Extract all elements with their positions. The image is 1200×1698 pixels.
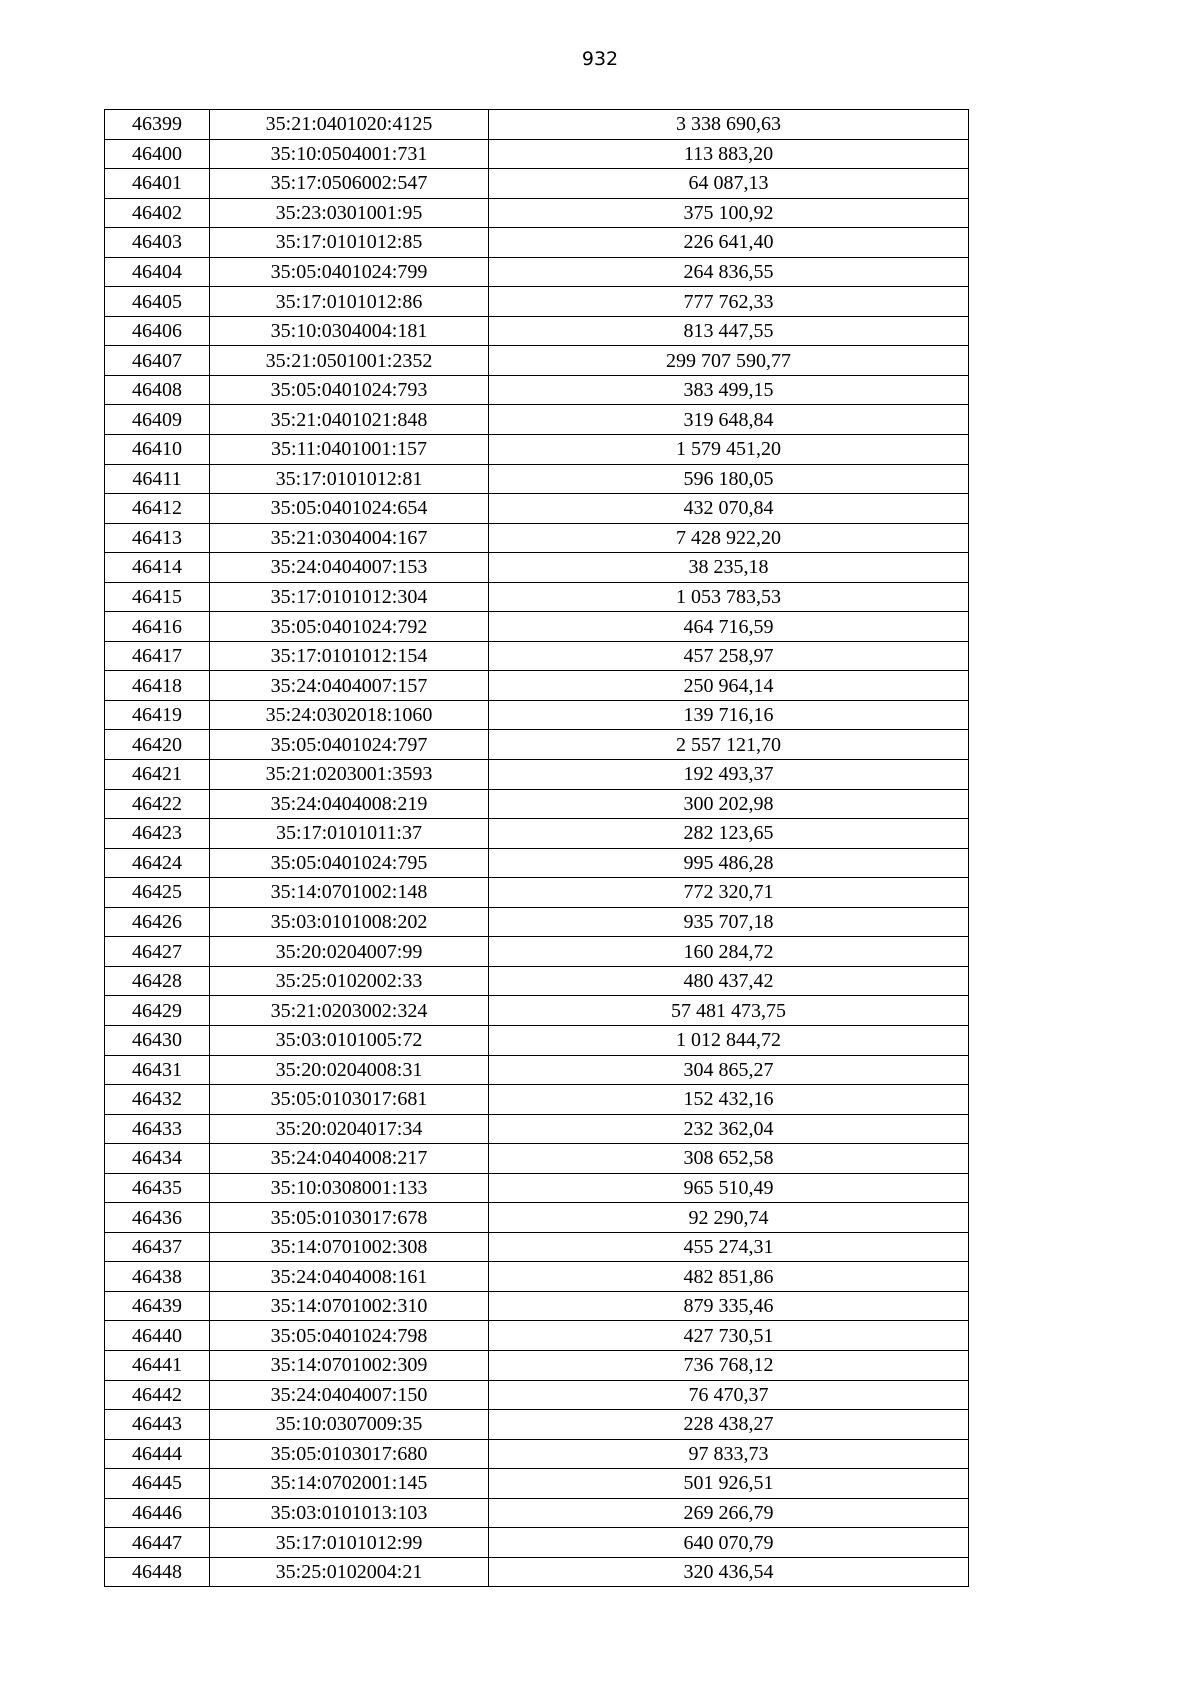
cadastral-number-cell: 35:05:0103017:681 <box>210 1085 489 1115</box>
cadastral-value-cell: 432 070,84 <box>489 494 969 524</box>
cadastral-number-cell: 35:24:0404008:217 <box>210 1144 489 1174</box>
cadastral-value-cell: 92 290,74 <box>489 1203 969 1233</box>
cadastral-number-cell: 35:11:0401001:157 <box>210 435 489 465</box>
cadastral-value-cell: 640 070,79 <box>489 1528 969 1558</box>
cadastral-number-cell: 35:17:0506002:547 <box>210 169 489 199</box>
cadastral-value-cell: 383 499,15 <box>489 375 969 405</box>
row-number-cell: 46443 <box>105 1410 210 1440</box>
page-number: 932 <box>581 48 619 70</box>
row-number-cell: 46418 <box>105 671 210 701</box>
table-row <box>105 1144 969 1174</box>
cadastral-value-cell: 192 493,37 <box>489 760 969 790</box>
cadastral-number-cell: 35:21:0401020:4125 <box>210 110 489 140</box>
row-number-cell: 46399 <box>105 110 210 140</box>
row-number-cell: 46409 <box>105 405 210 435</box>
cadastral-value-cell: 3 338 690,63 <box>489 110 969 140</box>
cadastral-number-cell: 35:14:0701002:309 <box>210 1350 489 1380</box>
row-number-cell: 46431 <box>105 1055 210 1085</box>
cadastral-value-cell: 480 437,42 <box>489 966 969 996</box>
cadastral-number-cell: 35:14:0701002:148 <box>210 878 489 908</box>
row-number-cell: 46420 <box>105 730 210 760</box>
cadastral-number-cell: 35:03:0101013:103 <box>210 1498 489 1528</box>
table-row <box>105 789 969 819</box>
cadastral-number-cell: 35:17:0101012:304 <box>210 582 489 612</box>
cadastral-value-cell: 736 768,12 <box>489 1350 969 1380</box>
table-row <box>105 435 969 465</box>
cadastral-number-cell: 35:24:0302018:1060 <box>210 700 489 730</box>
table-row <box>105 730 969 760</box>
row-number-cell: 46447 <box>105 1528 210 1558</box>
table-row <box>105 257 969 287</box>
cadastral-number-cell: 35:05:0103017:678 <box>210 1203 489 1233</box>
cadastral-number-cell: 35:21:0304004:167 <box>210 523 489 553</box>
cadastral-value-cell: 1 579 451,20 <box>489 435 969 465</box>
cadastral-value-cell: 7 428 922,20 <box>489 523 969 553</box>
table-row <box>105 848 969 878</box>
row-number-cell: 46444 <box>105 1439 210 1469</box>
cadastral-value-cell: 38 235,18 <box>489 553 969 583</box>
cadastral-value-cell: 113 883,20 <box>489 139 969 169</box>
cadastral-value-cell: 232 362,04 <box>489 1114 969 1144</box>
table-row <box>105 878 969 908</box>
table-row <box>105 169 969 199</box>
cadastral-value-cell: 935 707,18 <box>489 907 969 937</box>
table-row <box>105 996 969 1026</box>
table-row <box>105 1528 969 1558</box>
row-number-cell: 46401 <box>105 169 210 199</box>
table-row <box>105 1350 969 1380</box>
cadastral-number-cell: 35:10:0308001:133 <box>210 1173 489 1203</box>
row-number-cell: 46410 <box>105 435 210 465</box>
cadastral-value-cell: 308 652,58 <box>489 1144 969 1174</box>
table-row <box>105 819 969 849</box>
row-number-cell: 46448 <box>105 1557 210 1587</box>
table-row <box>105 612 969 642</box>
table-row <box>105 405 969 435</box>
cadastral-number-cell: 35:10:0307009:35 <box>210 1410 489 1440</box>
row-number-cell: 46411 <box>105 464 210 494</box>
cadastral-value-cell: 250 964,14 <box>489 671 969 701</box>
cadastral-number-cell: 35:10:0304004:181 <box>210 316 489 346</box>
cadastral-number-cell: 35:10:0504001:731 <box>210 139 489 169</box>
table-row <box>105 760 969 790</box>
table-row <box>105 1114 969 1144</box>
row-number-cell: 46400 <box>105 139 210 169</box>
row-number-cell: 46437 <box>105 1232 210 1262</box>
cadastral-value-cell: 139 716,16 <box>489 700 969 730</box>
cadastral-number-cell: 35:25:0102004:21 <box>210 1557 489 1587</box>
table-row <box>105 523 969 553</box>
table-row <box>105 1291 969 1321</box>
row-number-cell: 46416 <box>105 612 210 642</box>
cadastral-number-cell: 35:17:0101012:86 <box>210 287 489 317</box>
cadastral-value-table <box>104 109 969 1587</box>
row-number-cell: 46402 <box>105 198 210 228</box>
cadastral-number-cell: 35:21:0401021:848 <box>210 405 489 435</box>
row-number-cell: 46415 <box>105 582 210 612</box>
row-number-cell: 46417 <box>105 641 210 671</box>
table-row <box>105 1232 969 1262</box>
row-number-cell: 46406 <box>105 316 210 346</box>
table-row <box>105 553 969 583</box>
cadastral-value-cell: 160 284,72 <box>489 937 969 967</box>
row-number-cell: 46438 <box>105 1262 210 1292</box>
table-row <box>105 139 969 169</box>
table-row <box>105 198 969 228</box>
cadastral-value-cell: 76 470,37 <box>489 1380 969 1410</box>
table-row <box>105 110 969 140</box>
row-number-cell: 46432 <box>105 1085 210 1115</box>
row-number-cell: 46412 <box>105 494 210 524</box>
cadastral-number-cell: 35:03:0101008:202 <box>210 907 489 937</box>
cadastral-number-cell: 35:14:0701002:308 <box>210 1232 489 1262</box>
cadastral-number-cell: 35:14:0702001:145 <box>210 1469 489 1499</box>
cadastral-number-cell: 35:24:0404008:161 <box>210 1262 489 1292</box>
row-number-cell: 46446 <box>105 1498 210 1528</box>
cadastral-value-cell: 879 335,46 <box>489 1291 969 1321</box>
table-row <box>105 464 969 494</box>
table-row <box>105 1085 969 1115</box>
table-row <box>105 937 969 967</box>
cadastral-number-cell: 35:21:0203001:3593 <box>210 760 489 790</box>
row-number-cell: 46433 <box>105 1114 210 1144</box>
table-row <box>105 346 969 376</box>
row-number-cell: 46422 <box>105 789 210 819</box>
cadastral-number-cell: 35:20:0204017:34 <box>210 1114 489 1144</box>
cadastral-number-cell: 35:17:0101011:37 <box>210 819 489 849</box>
cadastral-number-cell: 35:05:0401024:797 <box>210 730 489 760</box>
cadastral-value-cell: 57 481 473,75 <box>489 996 969 1026</box>
row-number-cell: 46419 <box>105 700 210 730</box>
cadastral-value-cell: 300 202,98 <box>489 789 969 819</box>
cadastral-value-cell: 482 851,86 <box>489 1262 969 1292</box>
row-number-cell: 46421 <box>105 760 210 790</box>
cadastral-value-cell: 995 486,28 <box>489 848 969 878</box>
row-number-cell: 46414 <box>105 553 210 583</box>
cadastral-value-cell: 319 648,84 <box>489 405 969 435</box>
cadastral-number-cell: 35:05:0401024:654 <box>210 494 489 524</box>
table-body <box>105 110 969 1587</box>
cadastral-number-cell: 35:24:0404008:219 <box>210 789 489 819</box>
row-number-cell: 46436 <box>105 1203 210 1233</box>
table-row <box>105 494 969 524</box>
table-row <box>105 1410 969 1440</box>
cadastral-value-cell: 777 762,33 <box>489 287 969 317</box>
cadastral-value-cell: 813 447,55 <box>489 316 969 346</box>
cadastral-value-cell: 228 438,27 <box>489 1410 969 1440</box>
cadastral-number-cell: 35:05:0401024:795 <box>210 848 489 878</box>
cadastral-value-cell: 64 087,13 <box>489 169 969 199</box>
cadastral-value-cell: 304 865,27 <box>489 1055 969 1085</box>
table-row <box>105 316 969 346</box>
table-row <box>105 1380 969 1410</box>
row-number-cell: 46427 <box>105 937 210 967</box>
table-row <box>105 1262 969 1292</box>
table-row <box>105 671 969 701</box>
row-number-cell: 46425 <box>105 878 210 908</box>
cadastral-value-cell: 427 730,51 <box>489 1321 969 1351</box>
table-row <box>105 1498 969 1528</box>
table-row <box>105 1469 969 1499</box>
row-number-cell: 46426 <box>105 907 210 937</box>
table-row <box>105 641 969 671</box>
cadastral-value-cell: 320 436,54 <box>489 1557 969 1587</box>
cadastral-number-cell: 35:05:0103017:680 <box>210 1439 489 1469</box>
table-row <box>105 907 969 937</box>
cadastral-number-cell: 35:20:0204007:99 <box>210 937 489 967</box>
row-number-cell: 46424 <box>105 848 210 878</box>
row-number-cell: 46403 <box>105 228 210 258</box>
row-number-cell: 46429 <box>105 996 210 1026</box>
cadastral-number-cell: 35:05:0401024:799 <box>210 257 489 287</box>
cadastral-number-cell: 35:05:0401024:792 <box>210 612 489 642</box>
cadastral-value-cell: 457 258,97 <box>489 641 969 671</box>
row-number-cell: 46404 <box>105 257 210 287</box>
cadastral-value-cell: 299 707 590,77 <box>489 346 969 376</box>
row-number-cell: 46440 <box>105 1321 210 1351</box>
table-row <box>105 1557 969 1587</box>
cadastral-number-cell: 35:17:0101012:85 <box>210 228 489 258</box>
cadastral-number-cell: 35:03:0101005:72 <box>210 1025 489 1055</box>
cadastral-number-cell: 35:24:0404007:157 <box>210 671 489 701</box>
table-row <box>105 1439 969 1469</box>
cadastral-number-cell: 35:21:0501001:2352 <box>210 346 489 376</box>
row-number-cell: 46430 <box>105 1025 210 1055</box>
cadastral-value-cell: 772 320,71 <box>489 878 969 908</box>
row-number-cell: 46428 <box>105 966 210 996</box>
row-number-cell: 46445 <box>105 1469 210 1499</box>
cadastral-value-cell: 375 100,92 <box>489 198 969 228</box>
cadastral-value-cell: 1 053 783,53 <box>489 582 969 612</box>
row-number-cell: 46435 <box>105 1173 210 1203</box>
cadastral-number-cell: 35:23:0301001:95 <box>210 198 489 228</box>
cadastral-number-cell: 35:17:0101012:81 <box>210 464 489 494</box>
cadastral-value-cell: 282 123,65 <box>489 819 969 849</box>
cadastral-value-cell: 464 716,59 <box>489 612 969 642</box>
cadastral-number-cell: 35:17:0101012:99 <box>210 1528 489 1558</box>
cadastral-number-cell: 35:05:0401024:798 <box>210 1321 489 1351</box>
cadastral-number-cell: 35:24:0404007:150 <box>210 1380 489 1410</box>
table-row <box>105 1173 969 1203</box>
table-row <box>105 1321 969 1351</box>
cadastral-value-cell: 97 833,73 <box>489 1439 969 1469</box>
cadastral-value-cell: 2 557 121,70 <box>489 730 969 760</box>
cadastral-number-cell: 35:24:0404007:153 <box>210 553 489 583</box>
row-number-cell: 46442 <box>105 1380 210 1410</box>
cadastral-value-cell: 965 510,49 <box>489 1173 969 1203</box>
cadastral-value-cell: 226 641,40 <box>489 228 969 258</box>
table-row <box>105 582 969 612</box>
cadastral-value-cell: 264 836,55 <box>489 257 969 287</box>
cadastral-value-cell: 596 180,05 <box>489 464 969 494</box>
cadastral-value-cell: 455 274,31 <box>489 1232 969 1262</box>
row-number-cell: 46439 <box>105 1291 210 1321</box>
cadastral-value-cell: 1 012 844,72 <box>489 1025 969 1055</box>
table-row <box>105 1025 969 1055</box>
row-number-cell: 46408 <box>105 375 210 405</box>
row-number-cell: 46423 <box>105 819 210 849</box>
table-row <box>105 966 969 996</box>
row-number-cell: 46407 <box>105 346 210 376</box>
table-row <box>105 287 969 317</box>
table-row <box>105 1203 969 1233</box>
cadastral-number-cell: 35:25:0102002:33 <box>210 966 489 996</box>
table-row <box>105 228 969 258</box>
cadastral-number-cell: 35:14:0701002:310 <box>210 1291 489 1321</box>
row-number-cell: 46441 <box>105 1350 210 1380</box>
cadastral-number-cell: 35:05:0401024:793 <box>210 375 489 405</box>
cadastral-value-cell: 152 432,16 <box>489 1085 969 1115</box>
cadastral-number-cell: 35:20:0204008:31 <box>210 1055 489 1085</box>
cadastral-number-cell: 35:21:0203002:324 <box>210 996 489 1026</box>
cadastral-number-cell: 35:17:0101012:154 <box>210 641 489 671</box>
row-number-cell: 46413 <box>105 523 210 553</box>
table-row <box>105 700 969 730</box>
table-row <box>105 1055 969 1085</box>
cadastral-value-cell: 269 266,79 <box>489 1498 969 1528</box>
row-number-cell: 46405 <box>105 287 210 317</box>
table-row <box>105 375 969 405</box>
row-number-cell: 46434 <box>105 1144 210 1174</box>
cadastral-value-cell: 501 926,51 <box>489 1469 969 1499</box>
